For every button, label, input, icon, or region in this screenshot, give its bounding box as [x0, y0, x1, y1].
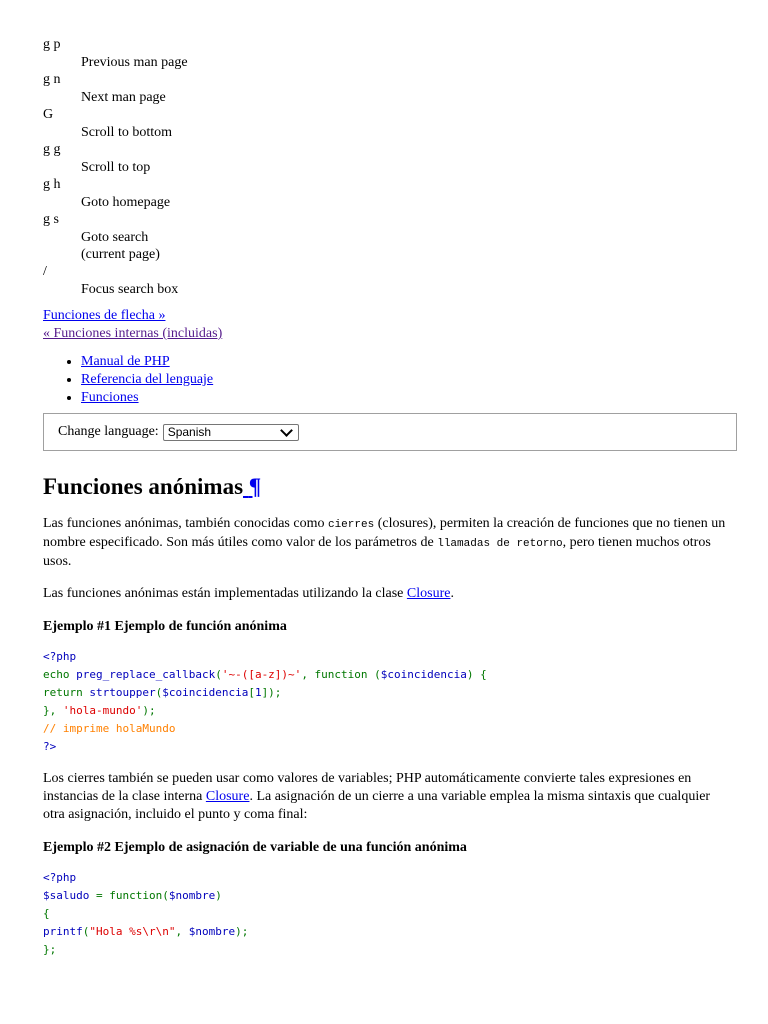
keyboard-shortcuts-list — [43, 36, 733, 298]
closure-link[interactable]: Closure — [406, 586, 451, 601]
text: (closures), permiten la creación de funciones que no tienen un nombre especificado. Son más útiles como valor de los parámetros de — [43, 516, 726, 550]
change-language-label: Change language: — [58, 424, 159, 439]
shortcut-key: G — [43, 107, 54, 122]
shortcut-desc: Scroll to bottom — [81, 125, 172, 140]
shortcut-desc — [81, 229, 733, 263]
example-2-title: Ejemplo #2 Ejemplo de asignación de variable de una función anónima — [43, 840, 467, 855]
code-token: $saludo — [43, 889, 90, 902]
shortcut-desc: Focus search box — [81, 282, 179, 297]
permalink-anchor[interactable] — [243, 474, 261, 499]
code-token: ) { — [466, 668, 487, 681]
code-token: ]); — [261, 686, 282, 699]
shortcut-desc: Goto homepage — [81, 195, 171, 210]
intro-paragraph — [43, 515, 733, 571]
example-2-code — [43, 869, 733, 959]
text: Las funciones anónimas están implementadas utilizando la clase — [43, 586, 407, 601]
code-comment: // imprime holaMundo — [43, 722, 176, 735]
code-token: <?php — [43, 650, 77, 663]
breadcrumb-link-manual[interactable]: Manual de PHP — [81, 354, 170, 369]
breadcrumb-item — [81, 353, 733, 371]
code-token: <?php — [43, 871, 77, 884]
code-token: $nombre — [168, 889, 216, 902]
inline-code: cierres — [327, 519, 375, 531]
shortcut-desc: Previous man page — [81, 55, 188, 70]
prev-page-link[interactable]: « Funciones internas (incluidas) — [43, 326, 223, 341]
shortcut-key: g s — [43, 212, 59, 227]
code-token: "Hola %s\r\n" — [89, 925, 176, 938]
shortcut-key: g h — [43, 177, 61, 192]
text: Las funciones anónimas, también conocidas como — [43, 516, 328, 531]
code-token: ( — [82, 925, 90, 938]
code-token: echo — [43, 668, 77, 681]
code-token: }; — [43, 943, 57, 956]
code-token: 1 — [254, 686, 262, 699]
code-token: '~-([a-z])~' — [221, 668, 302, 681]
next-page-link[interactable]: Funciones de flecha » — [43, 308, 166, 323]
code-token: ?> — [43, 740, 57, 753]
shortcut-key: g g — [43, 142, 61, 157]
shortcut-desc-line1: Goto search — [81, 230, 149, 245]
breadcrumb-link-functions[interactable]: Funciones — [81, 390, 139, 405]
page-title-text: Funciones anónimas — [43, 474, 244, 499]
closure-variable-paragraph — [43, 770, 733, 824]
breadcrumb-link-reference[interactable]: Referencia del lenguaje — [81, 372, 214, 387]
shortcut-desc: Scroll to top — [81, 160, 151, 175]
code-token: strtoupper — [89, 686, 156, 699]
code-token: }, — [43, 704, 63, 717]
chevron-down-icon — [280, 424, 293, 437]
code-token: $coincidencia — [380, 668, 467, 681]
code-token: ); — [235, 925, 249, 938]
shortcut-desc-line2: (current page) — [81, 247, 160, 262]
code-token: preg_replace_callback — [76, 668, 216, 681]
closure-paragraph — [43, 585, 733, 603]
change-language-box — [43, 413, 737, 451]
code-token: ); — [142, 704, 156, 717]
closure-link-2[interactable]: Closure — [205, 789, 250, 804]
page-content — [43, 36, 733, 959]
code-token: $coincidencia — [162, 686, 249, 699]
code-token: ) — [215, 889, 222, 902]
page-title — [43, 473, 733, 501]
code-token: ( — [215, 668, 222, 681]
example-1-code — [43, 648, 733, 756]
code-token: return — [43, 686, 90, 699]
text: . La asignación de un cierre a una variable emplea la misma sintaxis que cualquier otra asignación, incluido el punto y coma final: — [43, 789, 711, 822]
code-token: 'hola-mundo' — [62, 704, 143, 717]
text: . — [450, 586, 454, 601]
breadcrumb-item — [81, 371, 733, 389]
code-token: = function( — [89, 889, 169, 902]
language-select[interactable] — [163, 424, 299, 441]
code-token: [ — [248, 686, 255, 699]
code-token: , function ( — [301, 668, 381, 681]
breadcrumb — [43, 353, 733, 407]
code-token: { — [43, 907, 50, 920]
shortcut-key: g n — [43, 72, 61, 87]
pilcrow-icon: ¶ — [248, 474, 262, 499]
code-token: ( — [155, 686, 163, 699]
shortcut-key: g p — [43, 37, 61, 52]
code-token: $nombre — [188, 925, 236, 938]
language-selected-value: Spanish — [167, 425, 212, 439]
example-1-title: Ejemplo #1 Ejemplo de función anónima — [43, 619, 287, 634]
shortcut-desc: Next man page — [81, 90, 166, 105]
code-token: , — [175, 925, 189, 938]
inline-code: llamadas de retorno — [437, 538, 563, 550]
breadcrumb-item — [81, 389, 733, 407]
code-token: printf — [43, 925, 83, 938]
prev-next-nav — [43, 307, 733, 343]
shortcut-key: / — [43, 264, 47, 279]
text: , pero tienen muchos otros usos. — [43, 535, 711, 569]
text: Los cierres también se pueden usar como valores de variables; PHP automáticamente convierte tales expresiones en instancias de la clase interna — [43, 771, 692, 804]
